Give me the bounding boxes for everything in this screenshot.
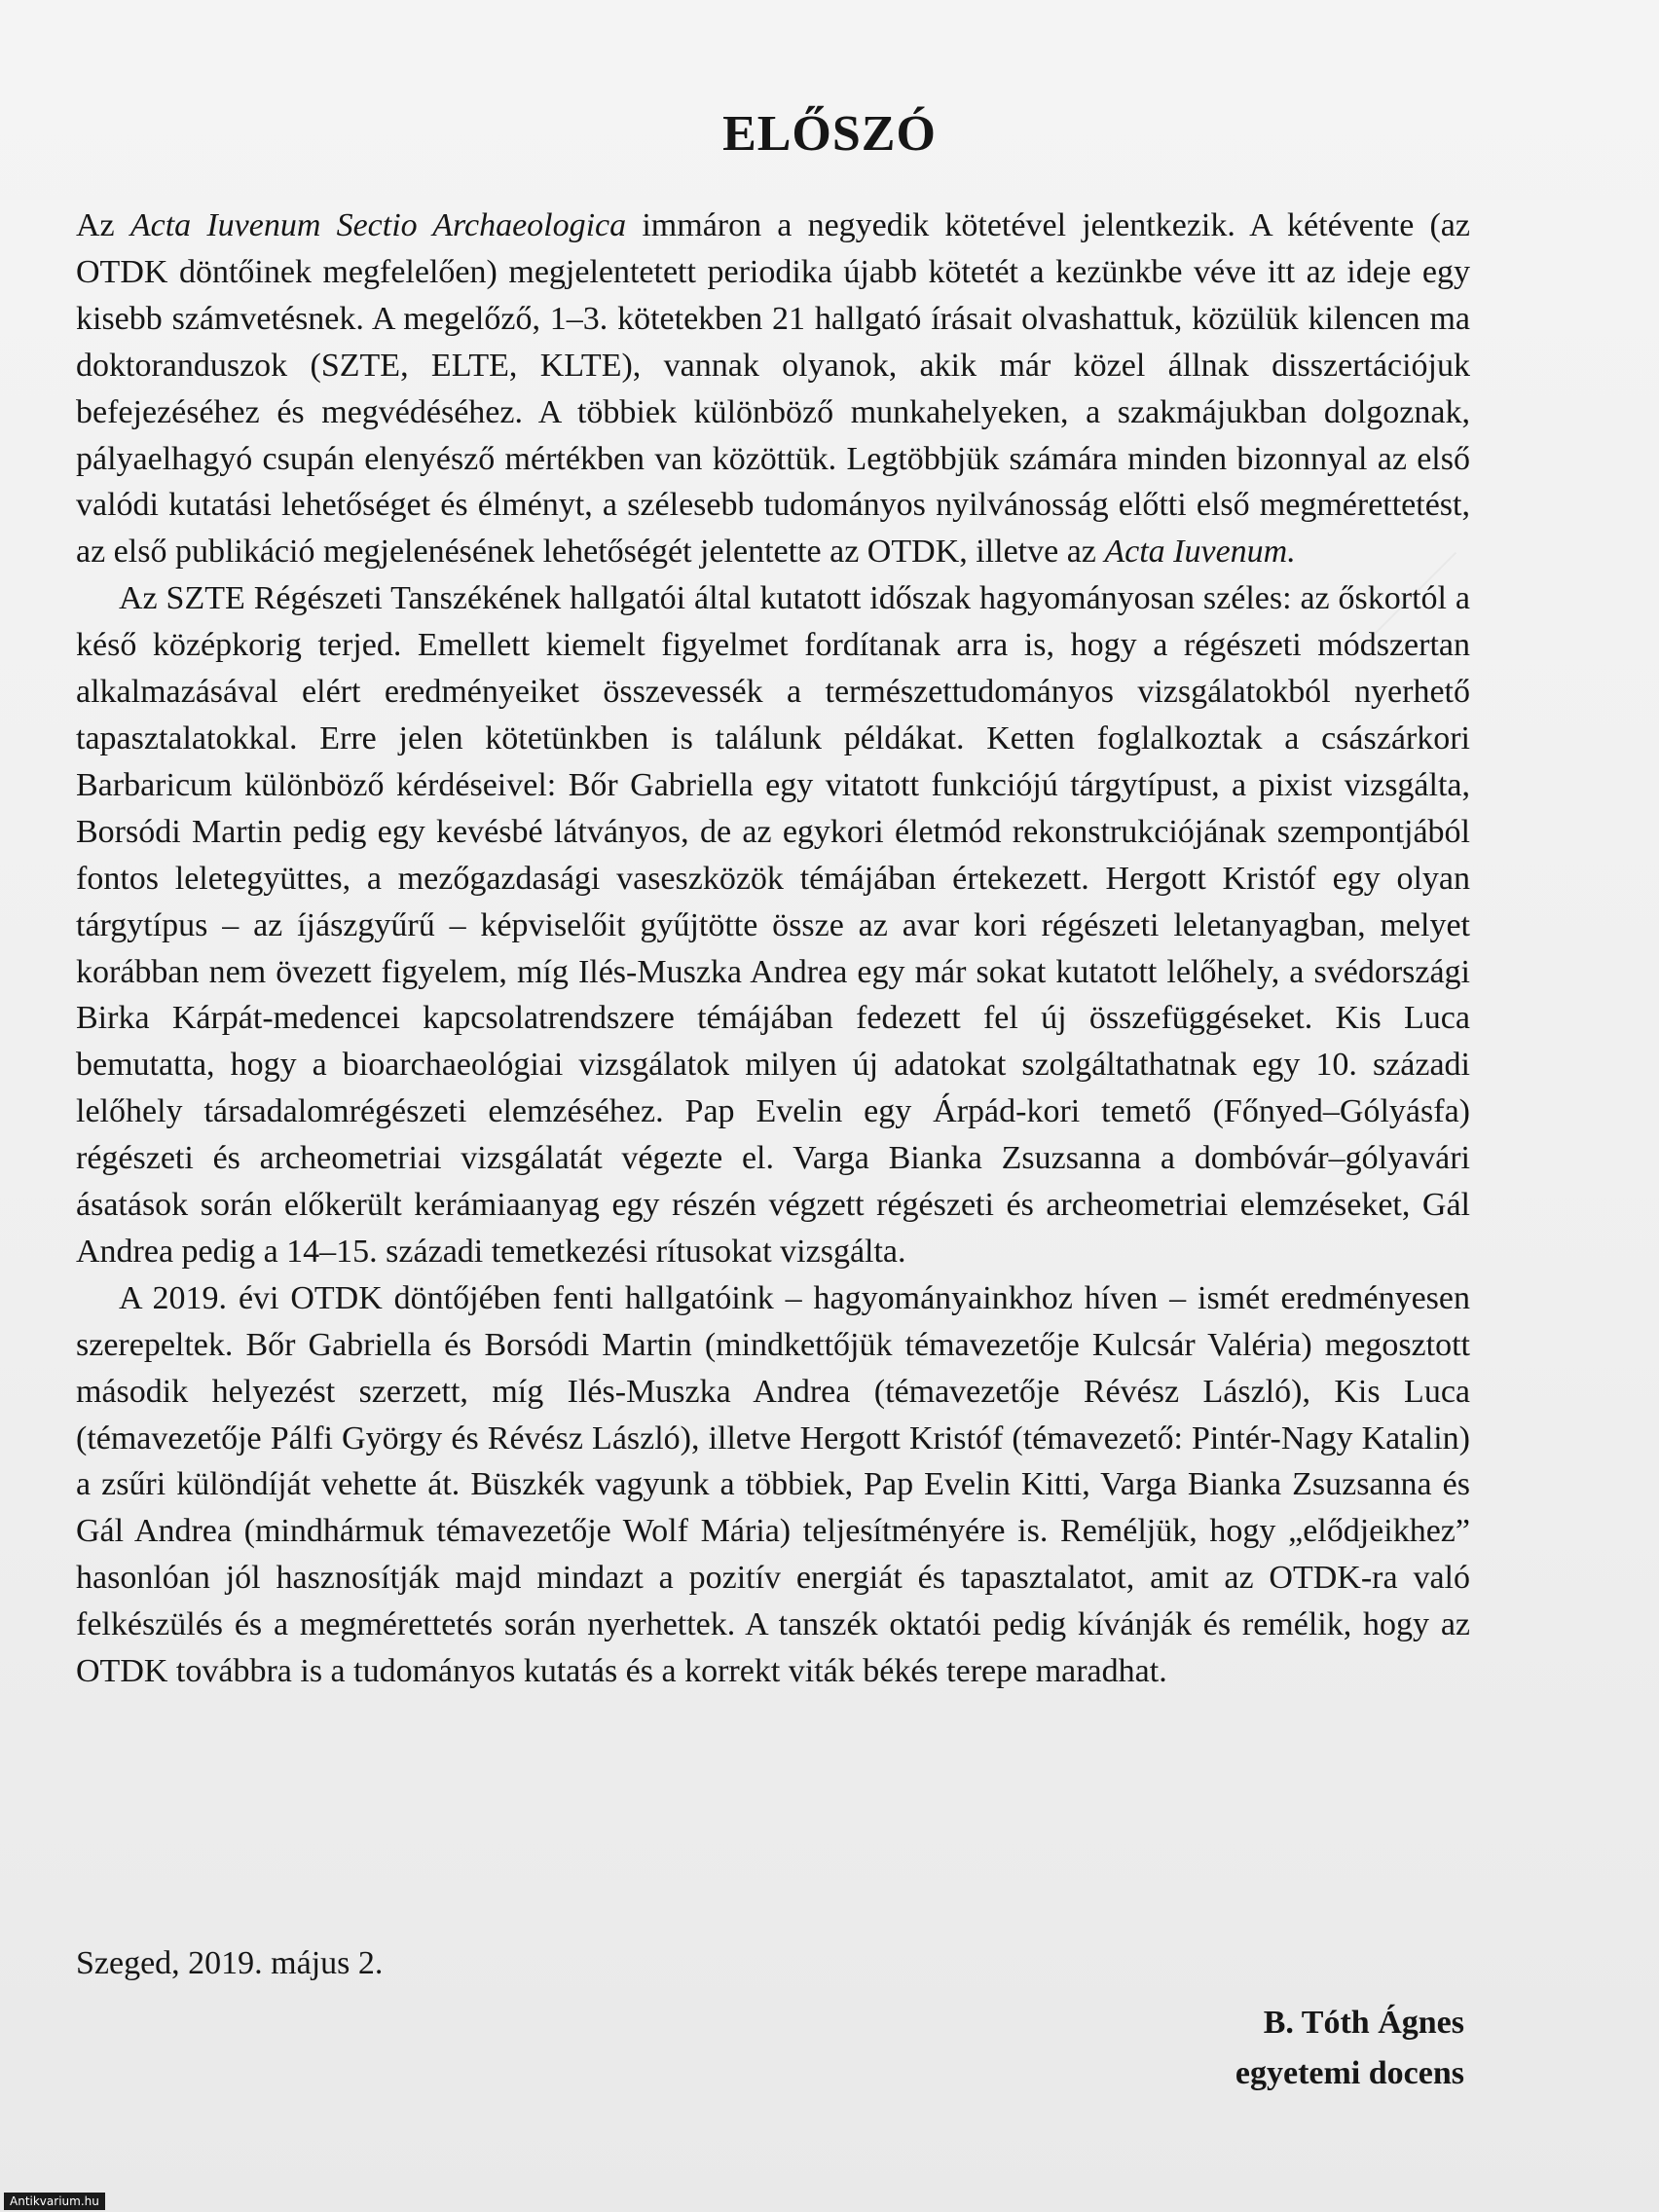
page-title: ELŐSZÓ: [722, 106, 937, 162]
signature-name: B. Tóth Ágnes: [1263, 2005, 1464, 2041]
journal-title: Acta Iuvenum Sectio Archaeologica: [129, 207, 627, 243]
foreword-body: [76, 203, 1470, 1695]
signature-block: [1235, 1998, 1464, 2099]
place-date: Szeged, 2019. május 2.: [76, 1945, 384, 1981]
paragraph-3: A 2019. évi OTDK döntőjében fenti hallgatóink – hagyományainkhoz híven – ismét eredményesen szerepeltek. Bőr Gabriella és Borsódi Martin (mindkettőjük témavezetője Kulcsár Valéria) megosztott második helyezést szerzett, míg Ilés-Muszka Andrea (témavezetője Révész László), Kis Luca (témavezetője Pálfi György és Révész László), illetve Hergott Kristóf (témavezető: Pintér-Nagy Katalin) a zsűri különdíját vehette át. Büszkék vagyunk a többiek, Pap Evelin Kitti, Varga Bianka Zsuzsanna és Gál Andrea (mindhármuk témavezetője Wolf Mária) teljesítményére is. Reméljük, hogy „elődjeikhez” hasonlóan jól hasznosítják majd mindazt a pozitív energiát és tapasztalatot, amit az OTDK-ra való felkészülés és a megmérettetés során nyerhettek. A tanszék oktatói pedig kívánják és remélik, hogy az OTDK továbbra is a tudományos kutatás és a korrekt viták békés terepe maradhat.: [76, 1279, 1470, 1690]
signature-position: egyetemi docens: [1235, 2055, 1464, 2091]
paragraph-1: [76, 203, 1470, 575]
paragraph-1-text: immáron a negyedik kötetével jelentkezik. A kétévente (az OTDK döntőinek megfelelően) megjelentetett periodika újabb kötetét a kezünkbe véve itt az ideje egy kisebb számvetésnek. A megelőző, 1–3. kötetekben 21 hallgató írásait olvashattuk, közülük kilencen ma doktoranduszok (SZTE, ELTE, KLTE), vannak olyanok, akik már közel állnak disszertációjuk befejezéséhez és megvédéséhez. A többiek különböző munkahelyeken, a szakmájukban dolgoznak, pályaelhagyó csupán elenyésző mértékben van közöttük. Legtöbbjük számára minden bizonnyal az első valódi kutatási lehetőséget és élményt, a szélesebb tudományos nyilvánosság előtti első megmérettetést, az első publikáció megjelenésének lehetőségét jelentette az OTDK, illetve az: [76, 207, 1470, 571]
paragraph-2: Az SZTE Régészeti Tanszékének hallgatói által kutatott időszak hagyományosan széles: az őskortól a késő középkorig terjed. Emellett kiemelt figyelmet fordítanak arra is, hogy a régészeti módszertan alkalmazásával elért eredményeiket összevessék a természettudományos vizsgálatokból nyerhető tapasztalatokkal. Erre jelen kötetünkben is találunk példákat. Ketten foglalkoztak a császárkori Barbaricum különböző kérdéseivel: Bőr Gabriella egy vitatott funkciójú tárgytípust, a pixist vizsgálta, Borsódi Martin pedig egy kevésbé látványos, de az egykori életmód rekonstrukciójának szempontjából fontos leletegyüttes, a mezőgazdasági vaseszközök témájában értekezett. Hergott Kristóf egy olyan tárgytípus – az íjászgyűrű – képviselőit gyűjtötte össze az avar kori régészeti leletanyagban, melyet korábban nem övezett figyelem, míg Ilés-Muszka Andrea egy már sokat kutatott lelőhely, a svédországi Birka Kárpát-medencei kapcsolatrendszere témájában fedezett fel új összefüggéseket. Kis Luca bemutatta, hogy a bioarchaeológiai vizsgálatok milyen új adatokat szolgáltathatnak egy 10. századi lelőhely társadalomrégészeti elemzéséhez. Pap Evelin egy Árpád-kori temető (Főnyed–Gólyásfa) régészeti és archeometriai vizsgálatát végezte el. Varga Bianka Zsuzsanna a dombóvár–gólyavári ásatások során előkerült kerámiaanyag egy részén végzett régészeti és archeometriai elemzéseket, Gál Andrea pedig a 14–15. századi temetkezési rítusokat vizsgálta.: [76, 580, 1470, 1270]
paragraph-1-lead: Az: [76, 207, 130, 243]
journal-title-short: Acta Iuvenum.: [1104, 534, 1296, 571]
watermark: Antikvarium.hu: [4, 2193, 105, 2210]
